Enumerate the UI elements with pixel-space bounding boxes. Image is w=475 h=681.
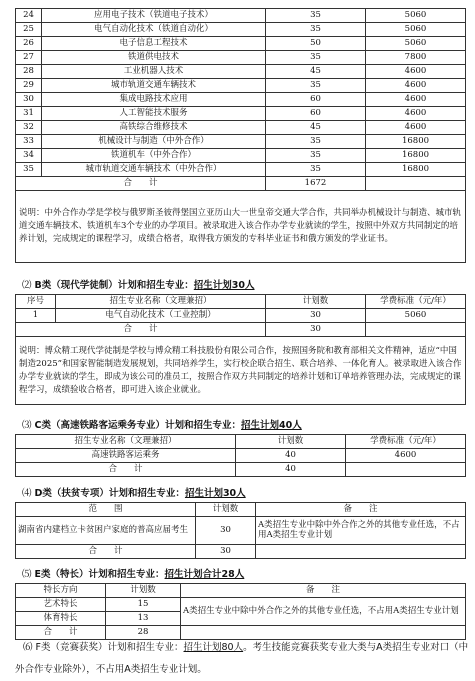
header-plan: 计划数: [266, 295, 366, 309]
total-row: 合 计 30: [16, 545, 466, 559]
section-d-heading: ⑷ D类（扶贫专项）计划和招生专业：招生计划30人: [22, 488, 246, 499]
table-row: 24 应用电子技术（铁道电子技术） 35 5060: [16, 9, 466, 23]
table-row: 29 城市轨道交通车辆技术 35 4600: [16, 79, 466, 93]
total-row: 合 计 40: [16, 463, 466, 477]
table-row: 26 电子信息工程技术 50 5060: [16, 37, 466, 51]
total-row: 合 计 1672: [16, 177, 466, 191]
header-fee: 学费标准（元/年）: [346, 435, 466, 449]
header-plan: 计划数: [106, 584, 181, 598]
section-e-heading: ⑸ E类（特长）计划和招生专业：招生计划合计28人: [22, 569, 245, 580]
section-c-heading: ⑶ C类（高速铁路客运乘务专业）计划和招生专业：招生计划40人: [22, 420, 302, 431]
table-e: [15, 583, 466, 640]
table-row: 28 工业机器人技术 45 4600: [16, 65, 466, 79]
header-major: 招生专业名称（文理兼招）: [16, 435, 236, 449]
table-b: [15, 294, 466, 405]
table-row: 1 电气自动化技术（工业控制） 30 5060: [16, 309, 466, 323]
table-row: 33 机械设计与制造（中外合作） 35 16800: [16, 135, 466, 149]
table-row: 32 高铁综合维修技术 45 4600: [16, 121, 466, 135]
section-b-heading: ⑵ B类（现代学徒制）计划和招生专业：招生计划30人: [22, 280, 255, 291]
section-e-remark: A类招生专业中除中外合作之外的其他专业任选，不占用A类招生专业计划: [181, 598, 466, 626]
table-row: 30 集成电路技术应用 60 4600: [16, 93, 466, 107]
table-d: [15, 502, 466, 559]
section-b-note: 说明：博众精工现代学徒制是学校与博众精工科技股份有限公司合作，按照国务院和教育部相关文件精神，适应“中国制造2025”和国家智能制造发展规划，共同培养学生，实行校企联合招生、联合培养、一体化育人。被录取进入该合作办学专业就读的学生，即成为该公司的准员工，按照合作双方共同制定的培养计划和订单培养管理办法，完成规定的课程学习，成绩验收合格者，即可进入该企业就业。: [16, 337, 466, 405]
table-row: 27 铁道供电技术 35 7800: [16, 51, 466, 65]
table-c: [15, 434, 466, 477]
table-row: 体育特长 13: [16, 612, 466, 626]
header-plan: 计划数: [196, 503, 256, 517]
total-row: 合 计 28: [16, 626, 466, 640]
table-row: 湖南省内建档立卡贫困户家庭的普高应届考生 30 A类招生专业中除中外合作之外的其他专业任选，不占用A类招生专业计划: [16, 517, 466, 545]
section-f-paragraph: ⑹ F类（竞赛获奖）计划和招生专业：招生计划80人。考生技能竞赛获奖专业大类与A类招生专业对口（中外合作专业除外），不占用A类招生专业计划。: [15, 642, 469, 675]
header-no: 序号: [16, 295, 56, 309]
table-row: 25 电气自动化技术（铁道自动化） 35 5060: [16, 23, 466, 37]
table-row: 高速铁路客运乘务 40 4600: [16, 449, 466, 463]
table-row: 34 铁道机车（中外合作） 35 16800: [16, 149, 466, 163]
table-row: 艺术特长 15 A类招生专业中除中外合作之外的其他专业任选，不占用A类招生专业计划: [16, 598, 466, 612]
header-remark: 备 注: [256, 503, 466, 517]
header-remark: 备 注: [181, 584, 466, 598]
header-scope: 范 围: [16, 503, 196, 517]
header-plan: 计划数: [236, 435, 346, 449]
table-a: [15, 8, 466, 263]
header-fee: 学费标准（元/年）: [366, 295, 466, 309]
table-row: 31 人工智能技术服务 60 4600: [16, 107, 466, 121]
total-row: 合 计 30: [16, 323, 466, 337]
header-major: 招生专业名称（文理兼招）: [56, 295, 266, 309]
table-row: 35 城市轨道交通车辆技术（中外合作） 35 16800: [16, 163, 466, 177]
header-direction: 特长方向: [16, 584, 106, 598]
table-a-note: 说明：中外合作办学是学校与俄罗斯圣彼得堡国立亚历山大一世皇帝交通大学合作，共同举办机械设计与制造、城市轨道交通车辆技术、铁道机车3个专业的办学项目。被录取进入该合作办学专业就读的学生，按照中外双方共同制定的培养计划，完成规定的课程学习，成绩合格者，取得我方颁发的专科毕业证书和俄方颁发的学业证书。: [16, 191, 466, 263]
